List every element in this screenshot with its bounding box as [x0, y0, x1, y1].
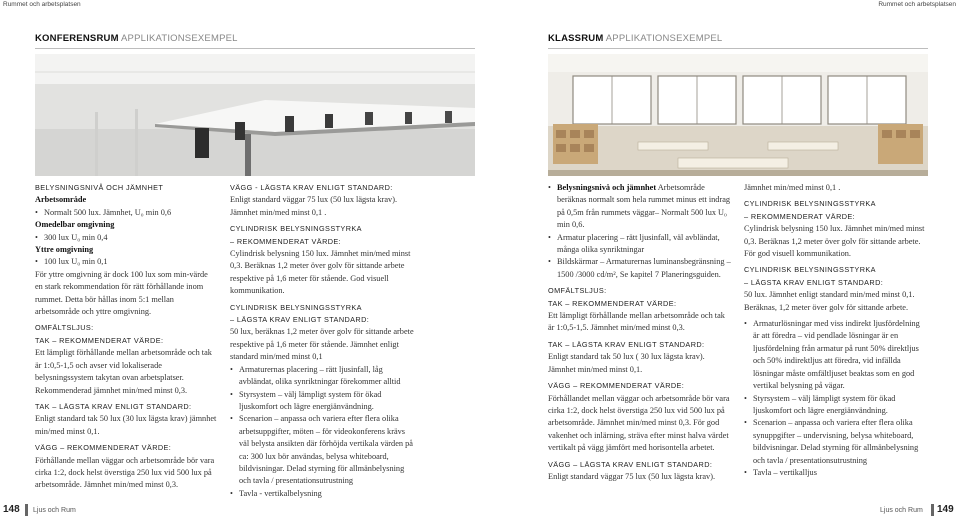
heading: CYLINDRISK BELYSNINGSSTYRKA — [230, 224, 362, 234]
heading: TAK – LÄGSTA KRAV ENLIGT STANDARD: — [35, 401, 192, 411]
heading: – REKOMMENDERAT VÄRDE: — [744, 211, 856, 221]
running-header-right: Rummet och arbetsplatsen — [878, 1, 956, 8]
list-item: • Armaturlösningar med viss indirekt ljusfördelning är att föredra – vid pendlade lösningar är en ljusfördelning från armatur på runt 50% direktljus och 50% indirektljus att föredra, vid infällda lösningar måste omfältljuset beaktas som en god vertikal belysning på vägar. — [744, 318, 928, 392]
list-item: • Armatur placering – rätt ljusinfall, väl avbländat, många olika synriktningar — [548, 232, 732, 257]
list-item: • 100 lux U₀ min 0,1 — [35, 256, 217, 268]
column-3 — [548, 182, 732, 483]
list-item: • Armaturernas placering – rätt ljusinfall, låg avbländat, olika synriktningar förekommer alltid — [230, 364, 414, 389]
list-item-text: Arbetsområde beräknas normalt som hela rummet minus ett indrag på 0,5m från rummets väggar– Normalt 500 lux U₀ min 0,6. — [557, 183, 731, 230]
heading: OMFÄLTSLJUS: — [35, 323, 94, 333]
heading: CYLINDRISK BELYSNINGSSTYRKA — [744, 199, 876, 209]
list-item: • 300 lux U₀ min 0,4 — [35, 232, 217, 244]
list-item: • Tavla – vertikalljus — [744, 467, 928, 479]
subheading: Yttre omgivning — [35, 245, 94, 255]
right-title-rule — [548, 48, 928, 49]
heading: VÄGG - LÄGSTA KRAV ENLIGT STANDARD: — [230, 183, 393, 192]
right-title-light: APPLIKATIONSEXEMPEL — [605, 33, 723, 44]
heading: TAK – REKOMMENDERAT VÄRDE: — [548, 298, 677, 308]
left-title-bold: KONFERENSRUM — [35, 33, 119, 44]
page-number-left: 148 — [3, 504, 20, 515]
column-2 — [230, 182, 414, 500]
heading: – LÄGSTA KRAV ENLIGT STANDARD: — [230, 315, 370, 325]
left-section-title — [35, 33, 238, 44]
list-item: • Normalt 500 lux. Jämnhet, U₀ min 0,6 — [35, 207, 217, 219]
paragraph: Enligt standard tak 50 lux ( 30 lux lägsta krav). Jämnhet min/med minst 0,1. — [548, 352, 705, 374]
list-item: • Scenarion – anpassa och variera efter flera olika synuppgifter – undervisning, belysa whiteboard, bildvisningar. Delad styrning för allmänbelysning och tavla / presentationsutrustning — [744, 417, 928, 467]
classroom-photo — [548, 54, 928, 176]
paragraph: Ett lämpligt förhållande mellan arbetsområde och tak är 1:0,5-1,5. Jämnhet min/med minst 0,3. — [548, 311, 725, 333]
paragraph: 50 lux. Jämnhet enligt standard min/med minst 0,1. Beräknas, 1,2 meter över golv för sittande arbete. — [744, 290, 915, 312]
heading: TAK – REKOMMENDERAT VÄRDE: — [35, 335, 164, 345]
heading: VÄGG – REKOMMENDERAT VÄRDE: — [548, 381, 685, 391]
list-item: • Tavla - vertikalbelysning — [230, 488, 414, 500]
footer-brand-left: Ljus och Rum — [33, 507, 76, 514]
heading: CYLINDRISK BELYSNINGSSTYRKA — [230, 302, 362, 312]
footer-divider-right — [931, 504, 934, 516]
subheading: Omedelbar omgivning — [35, 220, 115, 230]
right-section-title — [548, 33, 722, 44]
paragraph: Förhållande mellan väggar och arbetsområde bör vara cirka 1:2, dock helst överstiga 250 lux vid 500 lux på arbetsområde. Jämnhet min/med minst 0,3. — [35, 455, 215, 490]
paragraph: Förhållandet mellan väggar och arbetsområde bör vara cirka 1:2, dock helst överstiga 250 lux vid 500 lux på arbetsområde. Jämnhet min/med minst 0,3. För god vakenhet och inlärning, sträva efter minst halva värdet vertikalt på vägg jämfört med horisontella arbetet. — [548, 393, 730, 453]
paragraph: Enligt standard väggar 75 lux (50 lux lägsta krav). Jämnhet min/med minst 0,1 . — [230, 195, 398, 217]
conference-room-photo — [35, 54, 475, 176]
list-item: • Bildskärmar – Armaturernas luminansbegränsning – 1500 /3000 cd/m², Se kapitel 7 Planeringsguiden. — [548, 256, 732, 281]
heading: OMFÄLTSLJUS: — [548, 286, 607, 296]
list-item — [548, 182, 732, 232]
list-item: • Styrsystem – välj lämpligt system för ökad ljuskomfort och lägre energiänvändning. — [744, 393, 928, 418]
list-item: • Scenarion – anpassa och variera efter flera olika arbetsuppgifter, möten – för videokonferens krävs väl belysta ansikten där förhöjda vertikala värden på ca: 300 lux bör användas, belysa whiteboard, bildvisningar. Delad styrning för allmänbelysning och tavla / presentationsutrustning — [230, 413, 414, 487]
column-4 — [744, 182, 928, 479]
paragraph: Enligt standard väggar 75 lux (50 lux lägsta krav). — [548, 471, 716, 481]
heading: – REKOMMENDERAT VÄRDE: — [230, 236, 342, 246]
paragraph: 50 lux, beräknas 1,2 meter över golv för sittande arbete respektive på 1,6 meter för stående. Jämnhet enligt standard min/med minst 0,1 — [230, 327, 414, 362]
list-item: • Styrsystem – välj lämpligt system för ökad ljuskomfort och lägre energiänvändning. — [230, 389, 414, 414]
page-number-right: 149 — [937, 504, 954, 515]
paragraph: Cylindrisk belysning 150 lux. Jämnhet min/med minst 0,3. Beräknas 1,2 meter över golv för sittande arbete respektive på 1,6 meter för stående. God visuell kommunikation. — [230, 249, 411, 296]
heading: – LÄGSTA KRAV ENLIGT STANDARD: — [744, 277, 884, 287]
right-title-bold: KLASSRUM — [548, 33, 604, 44]
heading: TAK – LÄGSTA KRAV ENLIGT STANDARD: — [548, 339, 705, 349]
column-1 — [35, 182, 217, 492]
heading: VÄGG – REKOMMENDERAT VÄRDE: — [35, 443, 172, 453]
paragraph: Enligt standard tak 50 lux (30 lux lägsta krav) jämnhet min/med minst 0,1. — [35, 414, 217, 436]
footer-brand-right: Ljus och Rum — [880, 507, 923, 514]
footer-divider-left — [25, 504, 28, 516]
paragraph: Cylindrisk belysning 150 lux. Jämnhet min/med minst 0,3. Beräknas 1,2 meter över golv för sittande arbete. För god visuell kommunikation. — [744, 224, 925, 259]
subheading: Arbetsområde — [35, 195, 87, 205]
heading: VÄGG – LÄGSTA KRAV ENLIGT STANDARD: — [548, 459, 713, 469]
heading: BELYSNINGSNIVÅ OCH JÄMNHET — [35, 183, 164, 192]
left-title-light: APPLIKATIONSEXEMPEL — [121, 33, 238, 44]
paragraph: Jämnhet min/med minst 0,1 . — [744, 183, 841, 192]
paragraph: För yttre omgivning är dock 100 lux som min-värde en stark rekommendation för rätt förhållande inom rummet. Detta bör hållas inom 5:1 mellan arbetsområde och yttre omgivning. — [35, 269, 208, 317]
left-title-rule — [35, 48, 475, 49]
running-header-left: Rummet och arbetsplatsen — [3, 1, 81, 8]
paragraph: Ett lämpligt förhållande mellan arbetsområde och tak är 1:0,5-1,5 och avser vid lokaliserade belysningssystem takytan ovan arbetsplatser. Rekommenderad jämnhet min/med minst 0,3. — [35, 348, 212, 395]
list-item-lead: Belysningsnivå och jämnhet — [557, 183, 657, 192]
heading: CYLINDRISK BELYSNINGSSTYRKA — [744, 265, 876, 275]
